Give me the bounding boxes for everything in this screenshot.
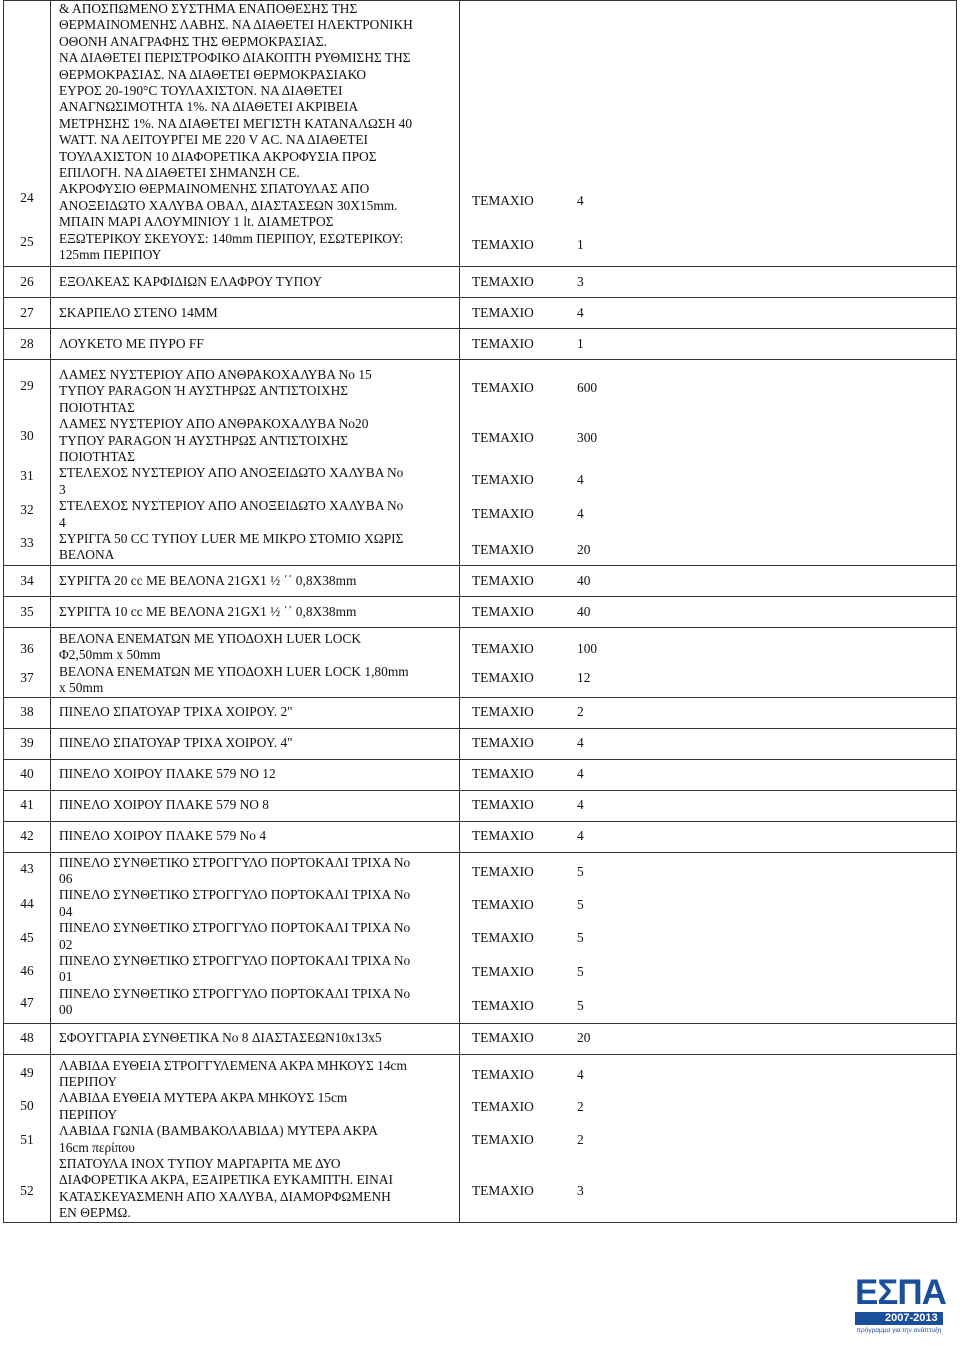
item-number: 39	[4, 728, 51, 759]
description-line: ΕΞΩΤΕΡΙΚΟΥ ΣΚΕΥΟΥΣ: 140mm ΠΕΡΙΠΟΥ, ΕΣΩΤΕΡΙΚΟΥ:	[59, 230, 404, 246]
description-line: ΒΕΛΟΝΑ ΕΝΕΜΑΤΩΝ ΜΕ ΥΠΟΔΟΧΗ LUER LOCK 1,80mm	[59, 663, 409, 679]
item-number: 27	[4, 298, 51, 329]
quantity-value: 2	[577, 1131, 584, 1147]
description-line: ΣΠΑΤΟΥΛΑ ΙΝΟΧ ΤΥΠΟΥ ΜΑΡΓΑΡΙΤΑ ΜΕ ΔΥΟ	[59, 1156, 341, 1172]
item-number: 45	[20, 929, 34, 945]
item-description	[51, 628, 459, 697]
description-line: ΛΑΒΙΔΑ ΕΥΘΕΙΑ ΣΤΡΟΓΓΥΛΕΜΕΝΑ ΑΚΡΑ ΜΗΚΟΥΣ 14cm	[59, 1057, 407, 1073]
unit-quantity-line	[460, 766, 956, 782]
description-line: ΑΝΑΓΝΩΣΙΜΟΤΗΤΑ 1%. ΝΑ ΔΙΑΘΕΤΕΙ ΑΚΡΙΒΕΙΑ	[59, 99, 359, 115]
quantity-value: 20	[577, 1030, 591, 1046]
item-number: 32	[20, 502, 34, 517]
item-unit-cell	[460, 697, 957, 728]
item-number: 30	[20, 428, 34, 443]
item-number: 38	[4, 697, 51, 728]
description-line: 3	[59, 481, 66, 497]
quantity-value: 4	[577, 506, 584, 521]
description-line: ΤΥΠΟΥ PARAGON Ή ΑΥΣΤΗΡΩΣ ΑΝΤΙΣΤΟΙΧΗΣ	[59, 432, 349, 448]
unit-label: ΤΕΜΑΧΙΟ	[472, 273, 534, 289]
description-line: ΠΕΡΙΠΟΥ	[59, 1074, 118, 1090]
description-line: 01	[59, 969, 73, 985]
description-line: ΛΑΒΙΔΑ ΕΥΘΕΙΑ ΜΥΤΕΡΑ ΑΚΡΑ ΜΗΚΟΥΣ 15cm	[59, 1090, 348, 1106]
item-unit-cell	[460, 1054, 957, 1222]
description-line: ΚΑΤΑΣΚΕΥΑΣΜΕΝΗ ΑΠΟ ΧΑΛΥΒΑ, ΔΙΑΜΟΡΦΩΜΕΝΗ	[59, 1188, 391, 1204]
unit-quantity-line	[460, 797, 956, 813]
unit-label: ΤΕΜΑΧΙΟ	[472, 430, 534, 445]
description-line: ΕΝ ΘΕΡΜΩ.	[59, 1205, 131, 1221]
item-group-row	[4, 1, 957, 267]
quantity-value: 2	[577, 704, 584, 720]
description-line: ΠΙΝΕΛΟ ΣΥΝΘΕΤΙΚΟ ΣΤΡΟΓΓΥΛΟ ΠΟΡΤΟΚΑΛΙ ΤΡΙΧΑ No	[59, 953, 411, 969]
item-row	[4, 329, 957, 360]
item-number: 24	[20, 190, 34, 205]
item-description: ΠΙΝΕΛΟ ΧΟΙΡΟΥ ΠΛΑΚΕ 579 No 4	[51, 821, 460, 852]
item-number: 40	[4, 759, 51, 790]
quantity-value: 2	[577, 1098, 584, 1114]
item-description: ΣΥΡΙΓΓΑ 10 cc ΜΕ ΒΕΛΟΝΑ 21GX1 ½ ΄΄ 0,8Χ38mm	[51, 597, 460, 628]
unit-quantity-line	[460, 828, 956, 844]
item-group-row	[4, 852, 957, 1023]
item-description: ΠΙΝΕΛΟ ΧΟΙΡΟΥ ΠΛΑΚΕ 579 ΝΟ 12	[51, 759, 460, 790]
description-line: ΠΟΙΟΤΗΤΑΣ	[59, 449, 135, 465]
item-number: 31	[20, 468, 34, 483]
item-unit-cell	[460, 597, 957, 628]
unit-label: ΤΕΜΑΧΙΟ	[472, 335, 534, 351]
item-description: ΣΚΑΡΠΕΛΟ ΣΤΕΝΟ 14ΜΜ	[51, 298, 460, 329]
item-row	[4, 1023, 957, 1054]
item-number: 28	[4, 329, 51, 360]
quantity-value: 5	[577, 863, 584, 879]
unit-label: ΤΕΜΑΧΙΟ	[472, 506, 534, 521]
item-number: 41	[4, 790, 51, 821]
unit-label: ΤΕΜΑΧΙΟ	[472, 1131, 534, 1147]
item-description: ΣΥΡΙΓΓΑ 20 cc ΜΕ ΒΕΛΟΝΑ 21GX1 ½ ΄΄ 0,8Χ38mm	[51, 566, 460, 597]
unit-label: ΤΕΜΑΧΙΟ	[472, 896, 534, 912]
description-line: ΠΙΝΕΛΟ ΣΥΝΘΕΤΙΚΟ ΣΤΡΟΓΓΥΛΟ ΠΟΡΤΟΚΑΛΙ ΤΡΙΧΑ No	[59, 920, 411, 936]
description-line: ΠΟΙΟΤΗΤΑΣ	[59, 399, 135, 415]
item-description	[51, 360, 459, 564]
unit-label: ΤΕΜΑΧΙΟ	[472, 1098, 534, 1114]
item-description-cell	[51, 360, 460, 566]
unit-quantity-line	[460, 964, 584, 980]
description-line: ΣΤΕΛΕΧΟΣ ΝΥΣΤΕΡΙΟΥ ΑΠΟ ΑΝΟΞΕΙΔΩΤΟ ΧΑΛΥΒΑ No	[59, 465, 404, 481]
item-number: 47	[20, 994, 34, 1010]
item-number: 43	[20, 860, 34, 876]
item-group-row	[4, 360, 957, 566]
quantity-value: 5	[577, 929, 584, 945]
description-line: 00	[59, 1002, 73, 1018]
unit-quantity-line	[460, 1099, 584, 1115]
description-line: WATT. ΝΑ ΛΕΙΤΟΥΡΓΕΙ ΜΕ 220 V AC. ΝΑ ΔΙΑΘΕΤΕΙ	[59, 132, 369, 148]
espa-logo	[855, 1273, 946, 1341]
item-description	[51, 853, 459, 1019]
description-line: ΠΙΝΕΛΟ ΣΥΝΘΕΤΙΚΟ ΣΤΡΟΓΓΥΛΟ ΠΟΡΤΟΚΑΛΙ ΤΡΙΧΑ No	[59, 985, 411, 1001]
description-line: ΑΚΡΟΦΥΣΙΟ ΘΕΡΜΑΙΝΟΜΕΝΗΣ ΣΠΑΤΟΥΛΑΣ ΑΠΟ	[59, 181, 370, 197]
description-line: ΠΙΝΕΛΟ ΣΥΝΘΕΤΙΚΟ ΣΤΡΟΓΓΥΛΟ ΠΟΡΤΟΚΑΛΙ ΤΡΙΧΑ No	[59, 854, 411, 870]
description-line: 125mm ΠΕΡΙΠΟΥ	[59, 247, 162, 263]
item-unit-cell	[460, 298, 957, 329]
unit-quantity-line	[460, 930, 584, 946]
quantity-value: 40	[577, 572, 591, 588]
espa-logo-years: 2007-2013	[885, 1312, 938, 1324]
unit-label: ΤΕΜΑΧΙΟ	[472, 963, 534, 979]
quantity-value: 20	[577, 542, 591, 557]
description-line: ΜΠΑΙΝ ΜΑΡΙ ΑΛΟΥΜΙΝΙΟΥ 1 lt. ΔΙΑΜΕΤΡΟΣ	[59, 214, 334, 230]
description-line: ΝΑ ΔΙΑΘΕΤΕΙ ΠΕΡΙΣΤΡΟΦΙΚΟ ΔΙΑΚΟΠΤΗ ΡΥΘΜΙΣΗΣ ΤΗΣ	[59, 50, 411, 66]
unit-quantity-line	[460, 864, 584, 880]
unit-quantity-line	[460, 670, 590, 686]
description-line: ΕΥΡΟΣ 20-190°C ΤΟΥΛΑΧΙΣΤΟΝ. ΝΑ ΔΙΑΘΕΤΕΙ	[59, 83, 343, 99]
item-number-cell	[4, 1, 51, 267]
item-unit-cell	[460, 852, 957, 1023]
quantity-value: 4	[577, 735, 584, 751]
unit-quantity-line	[460, 1183, 584, 1199]
unit-label: ΤΕΜΑΧΙΟ	[472, 929, 534, 945]
item-row	[4, 759, 957, 790]
unit-quantity-line	[460, 604, 956, 620]
item-description	[51, 1055, 459, 1222]
unit-label: ΤΕΜΑΧΙΟ	[472, 304, 534, 320]
item-group-row	[4, 1054, 957, 1222]
item-row	[4, 566, 957, 597]
unit-quantity-line	[460, 1132, 584, 1148]
unit-label: ΤΕΜΑΧΙΟ	[472, 472, 534, 487]
item-description-cell	[51, 852, 460, 1023]
item-number: 51	[20, 1131, 34, 1147]
item-number: 37	[20, 670, 34, 685]
unit-label: ΤΕΜΑΧΙΟ	[472, 704, 534, 720]
description-line: ΒΕΛΟΝΑ	[59, 547, 115, 563]
item-number: 49	[20, 1064, 34, 1080]
item-number: 52	[20, 1182, 34, 1198]
quantity-value: 12	[577, 670, 591, 685]
unit-quantity-line	[460, 237, 584, 253]
item-unit-cell	[460, 1, 957, 267]
description-line: 4	[59, 514, 66, 530]
item-description: ΛΟΥΚΕΤΟ ΜΕ ΠΥΡΟ FF	[51, 329, 460, 360]
item-number-cell	[4, 360, 51, 566]
quantity-value: 4	[577, 828, 584, 844]
unit-label: ΤΕΜΑΧΙΟ	[472, 572, 534, 588]
item-description: ΠΙΝΕΛΟ ΧΟΙΡΟΥ ΠΛΑΚΕ 579 ΝΟ 8	[51, 790, 460, 821]
quantity-value: 100	[577, 641, 598, 656]
item-description: ΕΞΟΛΚΕΑΣ ΚΑΡΦΙΔΙΩΝ ΕΛΑΦΡΟΥ ΤΥΠΟΥ	[51, 267, 460, 298]
description-line: Φ2,50mm x 50mm	[59, 647, 161, 663]
item-description-cell	[51, 628, 460, 698]
unit-quantity-line	[460, 641, 597, 657]
unit-quantity-line	[460, 1030, 956, 1046]
item-unit-cell	[460, 628, 957, 698]
description-line: ΛΑΒΙΔΑ ΓΩΝΙΑ (ΒΑΜΒΑΚΟΛΑΒΙΔΑ) ΜΥΤΕΡΑ ΑΚΡΑ	[59, 1123, 378, 1139]
item-unit-cell	[460, 790, 957, 821]
item-number-cell	[4, 1054, 51, 1222]
item-row	[4, 697, 957, 728]
item-unit-cell	[460, 759, 957, 790]
item-row	[4, 597, 957, 628]
description-line: ΑΝΟΞΕΙΔΩΤΟ ΧΑΛΥΒΑ ΟΒΑΛ, ΔΙΑΣΤΑΣΕΩΝ 30Χ15mm.	[59, 197, 398, 213]
unit-label: ΤΕΜΑΧΙΟ	[472, 1066, 534, 1082]
item-description: ΠΙΝΕΛΟ ΣΠΑΤΟΥΑΡ ΤΡΙΧΑ ΧΟΙΡΟΥ. 4"	[51, 728, 460, 759]
item-number-cell	[4, 852, 51, 1023]
description-line: ΤΥΠΟΥ PARAGON Ή ΑΥΣΤΗΡΩΣ ΑΝΤΙΣΤΟΙΧΗΣ	[59, 383, 349, 399]
unit-label: ΤΕΜΑΧΙΟ	[472, 797, 534, 813]
description-line: ΟΘΟΝΗ ΑΝΑΓΡΑΦΗΣ ΤΗΣ ΘΕΡΜΟΚΡΑΣΙΑΣ.	[59, 33, 327, 49]
item-row	[4, 298, 957, 329]
unit-label: ΤΕΜΑΧΙΟ	[472, 1030, 534, 1046]
item-description-cell	[51, 1054, 460, 1222]
unit-label: ΤΕΜΑΧΙΟ	[472, 828, 534, 844]
unit-label: ΤΕΜΑΧΙΟ	[472, 380, 534, 395]
quantity-value: 4	[577, 193, 584, 208]
item-number: 50	[20, 1097, 34, 1113]
item-description: ΣΦΟΥΓΓΑΡΙΑ ΣΥΝΘΕΤΙΚΑ No 8 ΔΙΑΣΤΑΣΕΩΝ10x13x5	[51, 1023, 460, 1054]
spec-table	[3, 0, 957, 1223]
item-unit-cell	[460, 329, 957, 360]
description-line: ΤΟΥΛΑΧΙΣΤΟΝ 10 ΔΙΑΦΟΡΕΤΙΚΑ ΑΚΡΟΦΥΣΙΑ ΠΡΟΣ	[59, 148, 377, 164]
unit-label: ΤΕΜΑΧΙΟ	[472, 766, 534, 782]
unit-quantity-line	[460, 380, 597, 396]
description-line: 06	[59, 871, 73, 887]
description-line: ΕΠΙΛΟΓΗ. ΝΑ ΔΙΑΘΕΤΕΙ ΣΗΜΑΝΣΗ CE.	[59, 165, 300, 181]
item-row	[4, 728, 957, 759]
unit-quantity-line	[460, 897, 584, 913]
quantity-value: 1	[577, 335, 584, 351]
unit-quantity-line	[460, 1067, 584, 1083]
item-description	[51, 1, 459, 264]
description-line: ΒΕΛΟΝΑ ΕΝΕΜΑΤΩΝ ΜΕ ΥΠΟΔΟΧΗ LUER LOCK	[59, 631, 362, 646]
unit-quantity-line	[460, 430, 597, 446]
description-line: 16cm περίπου	[59, 1139, 135, 1155]
unit-label: ΤΕΜΑΧΙΟ	[472, 542, 534, 557]
unit-label: ΤΕΜΑΧΙΟ	[472, 997, 534, 1013]
unit-label: ΤΕΜΑΧΙΟ	[472, 237, 534, 252]
item-group-row	[4, 628, 957, 698]
item-description-cell	[51, 1, 460, 267]
item-number-cell	[4, 628, 51, 698]
quantity-value: 300	[577, 430, 598, 445]
item-row	[4, 267, 957, 298]
description-line: ΠΙΝΕΛΟ ΣΥΝΘΕΤΙΚΟ ΣΤΡΟΓΓΥΛΟ ΠΟΡΤΟΚΑΛΙ ΤΡΙΧΑ No	[59, 887, 411, 903]
item-number: 34	[4, 566, 51, 597]
description-line: ΣΥΡΙΓΓΑ 50 CC ΤΥΠΟΥ LUER ΜΕ ΜΙΚΡΟ ΣΤΟΜΙΟ ΧΩΡΙΣ	[59, 531, 404, 547]
unit-label: ΤΕΜΑΧΙΟ	[472, 863, 534, 879]
item-number: 25	[20, 234, 34, 249]
quantity-value: 4	[577, 766, 584, 782]
unit-label: ΤΕΜΑΧΙΟ	[472, 670, 534, 685]
quantity-value: 5	[577, 963, 584, 979]
item-number: 42	[4, 821, 51, 852]
description-line: ΛΑΜΕΣ ΝΥΣΤΕΡΙΟΥ ΑΠΟ ΑΝΘΡΑΚΟΧΑΛΥΒΑ No 15	[59, 367, 372, 382]
unit-label: ΤΕΜΑΧΙΟ	[472, 1182, 534, 1198]
description-line: ΔΙΑΦΟΡΕΤΙΚΑ ΑΚΡΑ, ΕΞΑΙΡΕΤΙΚΑ ΕΥΚΑΜΠΤΗ. ΕΙΝΑΙ	[59, 1172, 393, 1188]
unit-quantity-line	[460, 998, 584, 1014]
quantity-value: 3	[577, 273, 584, 289]
item-number: 33	[20, 535, 34, 550]
unit-label: ΤΕΜΑΧΙΟ	[472, 603, 534, 619]
quantity-value: 1	[577, 237, 584, 252]
item-number: 44	[20, 895, 34, 911]
description-line: & ΑΠΟΣΠΩΜΕΝΟ ΣΥΣΤΗΜΑ ΕΝΑΠΟΘΕΣΗΣ ΤΗΣ	[59, 1, 358, 16]
unit-quantity-line	[460, 573, 956, 589]
item-description: ΠΙΝΕΛΟ ΣΠΑΤΟΥΑΡ ΤΡΙΧΑ ΧΟΙΡΟΥ. 2"	[51, 697, 460, 728]
description-line: x 50mm	[59, 680, 104, 696]
item-number: 46	[20, 962, 34, 978]
unit-quantity-line	[460, 274, 956, 290]
item-number: 36	[20, 641, 34, 656]
description-line: ΘΕΡΜΑΙΝΟΜΕΝΗΣ ΛΑΒΗΣ. ΝΑ ΔΙΑΘΕΤΕΙ ΗΛΕΚΤΡΟΝΙΚΗ	[59, 17, 413, 33]
item-row	[4, 821, 957, 852]
quantity-value: 4	[577, 1066, 584, 1082]
item-unit-cell	[460, 821, 957, 852]
quantity-value: 5	[577, 896, 584, 912]
unit-quantity-line	[460, 336, 956, 352]
description-line: ΛΑΜΕΣ ΝΥΣΤΕΡΙΟΥ ΑΠΟ ΑΝΘΡΑΚΟΧΑΛΥΒΑ No20	[59, 416, 369, 432]
espa-logo-word: ΕΣΠΑ	[855, 1273, 946, 1312]
unit-quantity-line	[460, 735, 956, 751]
unit-quantity-line	[460, 542, 590, 558]
item-number: 29	[20, 378, 34, 393]
item-unit-cell	[460, 566, 957, 597]
unit-label: ΤΕΜΑΧΙΟ	[472, 641, 534, 656]
description-line: ΣΤΕΛΕΧΟΣ ΝΥΣΤΕΡΙΟΥ ΑΠΟ ΑΝΟΞΕΙΔΩΤΟ ΧΑΛΥΒΑ No	[59, 498, 404, 514]
description-line: 04	[59, 903, 73, 919]
quantity-value: 5	[577, 997, 584, 1013]
item-unit-cell	[460, 267, 957, 298]
description-line: ΜΕΤΡΗΣΗΣ 1%. ΝΑ ΔΙΑΘΕΤΕΙ ΜΕΓΙΣΤΗ ΚΑΤΑΝΑΛΩΣΗ 40	[59, 115, 413, 131]
item-unit-cell	[460, 728, 957, 759]
description-line: ΘΕΡΜΟΚΡΑΣΙΑΣ. ΝΑ ΔΙΑΘΕΤΕΙ ΘΕΡΜΟΚΡΑΣΙΑΚΟ	[59, 66, 367, 82]
description-line: 02	[59, 936, 73, 952]
item-number: 26	[4, 267, 51, 298]
unit-quantity-line	[460, 193, 584, 209]
quantity-value: 4	[577, 472, 584, 487]
item-unit-cell	[460, 1023, 957, 1054]
quantity-value: 600	[577, 380, 598, 395]
item-row	[4, 790, 957, 821]
espa-logo-tagline: πρόγραμμα για την ανάπτυξη	[856, 1327, 942, 1334]
unit-label: ΤΕΜΑΧΙΟ	[472, 735, 534, 751]
unit-label: ΤΕΜΑΧΙΟ	[472, 193, 534, 208]
unit-quantity-line	[460, 704, 956, 720]
unit-quantity-line	[460, 506, 584, 522]
item-number: 48	[4, 1023, 51, 1054]
quantity-value: 4	[577, 304, 584, 320]
quantity-value: 4	[577, 797, 584, 813]
unit-quantity-line	[460, 305, 956, 321]
description-line: ΠΕΡΙΠΟΥ	[59, 1106, 118, 1122]
quantity-value: 3	[577, 1182, 584, 1198]
item-unit-cell	[460, 360, 957, 566]
quantity-value: 40	[577, 603, 591, 619]
unit-quantity-line	[460, 472, 584, 488]
item-number: 35	[4, 597, 51, 628]
